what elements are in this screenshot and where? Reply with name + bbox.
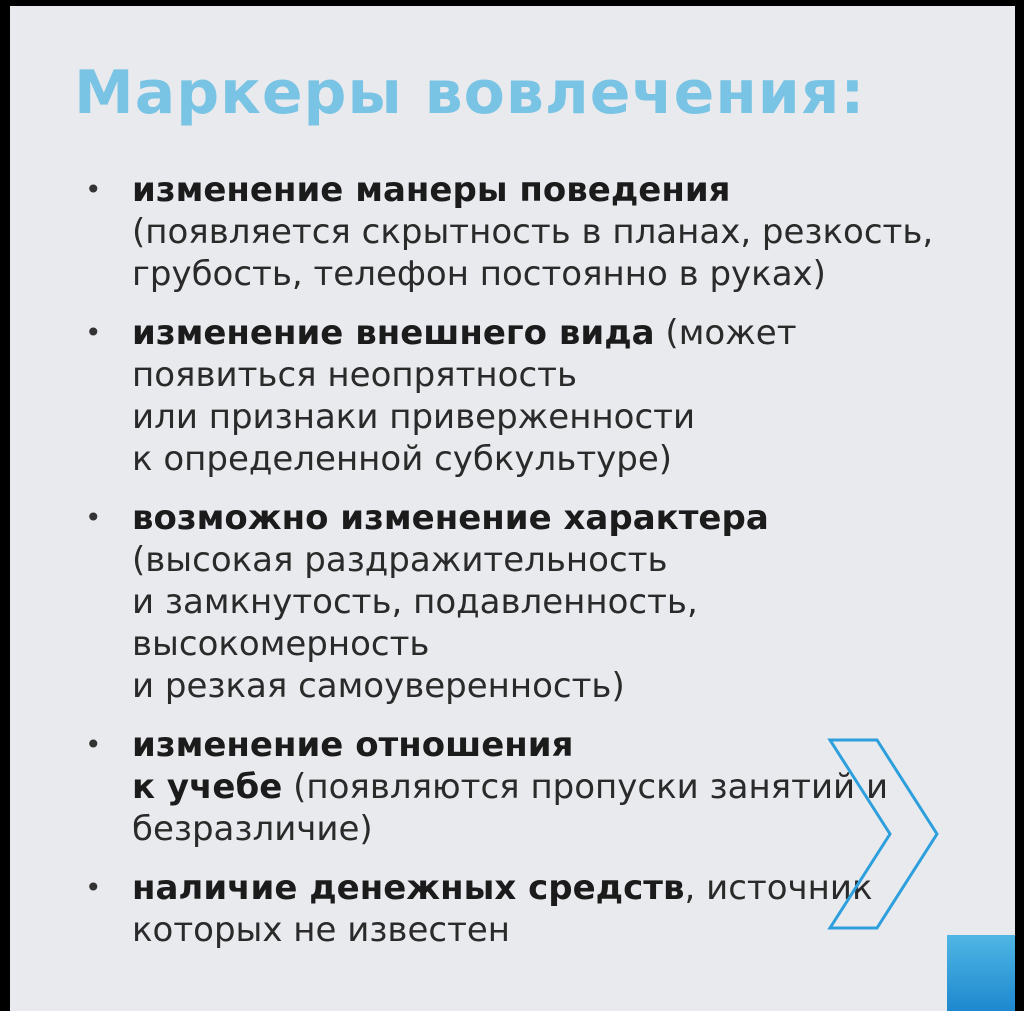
item-text-line: или признаки приверженности	[132, 397, 696, 437]
item-heading: изменение отношения	[132, 725, 574, 765]
list-item	[82, 312, 982, 480]
item-text-inline: , источник	[684, 868, 873, 908]
item-text-line: грубость, телефон постоянно в руках)	[132, 254, 826, 294]
item-text-line: и замкнутость, подавленность,	[132, 582, 698, 622]
list-item	[82, 497, 982, 707]
item-text-inline: (появляются пропуски занятий и	[282, 767, 889, 807]
item-text-line: (появляется скрытность в планах, резкость,	[132, 212, 934, 252]
item-heading: изменение внешнего вида	[132, 313, 655, 353]
item-text-line: высокомерность	[132, 624, 430, 664]
bullet: •	[85, 173, 102, 206]
item-heading: изменение манеры поведения	[132, 170, 731, 210]
corner-accent-block	[947, 935, 1015, 1011]
bullet: •	[85, 728, 102, 761]
item-heading-line	[132, 312, 982, 354]
chevron-right-icon	[815, 734, 945, 934]
item-text-inline: (может	[654, 313, 797, 353]
item-heading: возможно изменение характера	[132, 498, 769, 538]
list-item	[82, 169, 982, 295]
item-text-line: и резкая самоуверенность)	[132, 666, 625, 706]
bullet: •	[85, 501, 102, 534]
item-text-line: к определенной субкультуре)	[132, 439, 673, 479]
item-heading: наличие денежных средств	[132, 868, 685, 908]
item-text-line: безразличие)	[132, 809, 373, 849]
bullet: •	[85, 871, 102, 904]
item-heading: к учебе	[132, 767, 283, 807]
slide	[10, 6, 1015, 1011]
slide-title: Маркеры вовлечения:	[74, 58, 866, 128]
item-text-line: которых не известен	[132, 910, 511, 950]
item-text-line: появиться неопрятность	[132, 355, 578, 395]
item-text-line: (высокая раздражительность	[132, 540, 668, 580]
bullet: •	[85, 316, 102, 349]
